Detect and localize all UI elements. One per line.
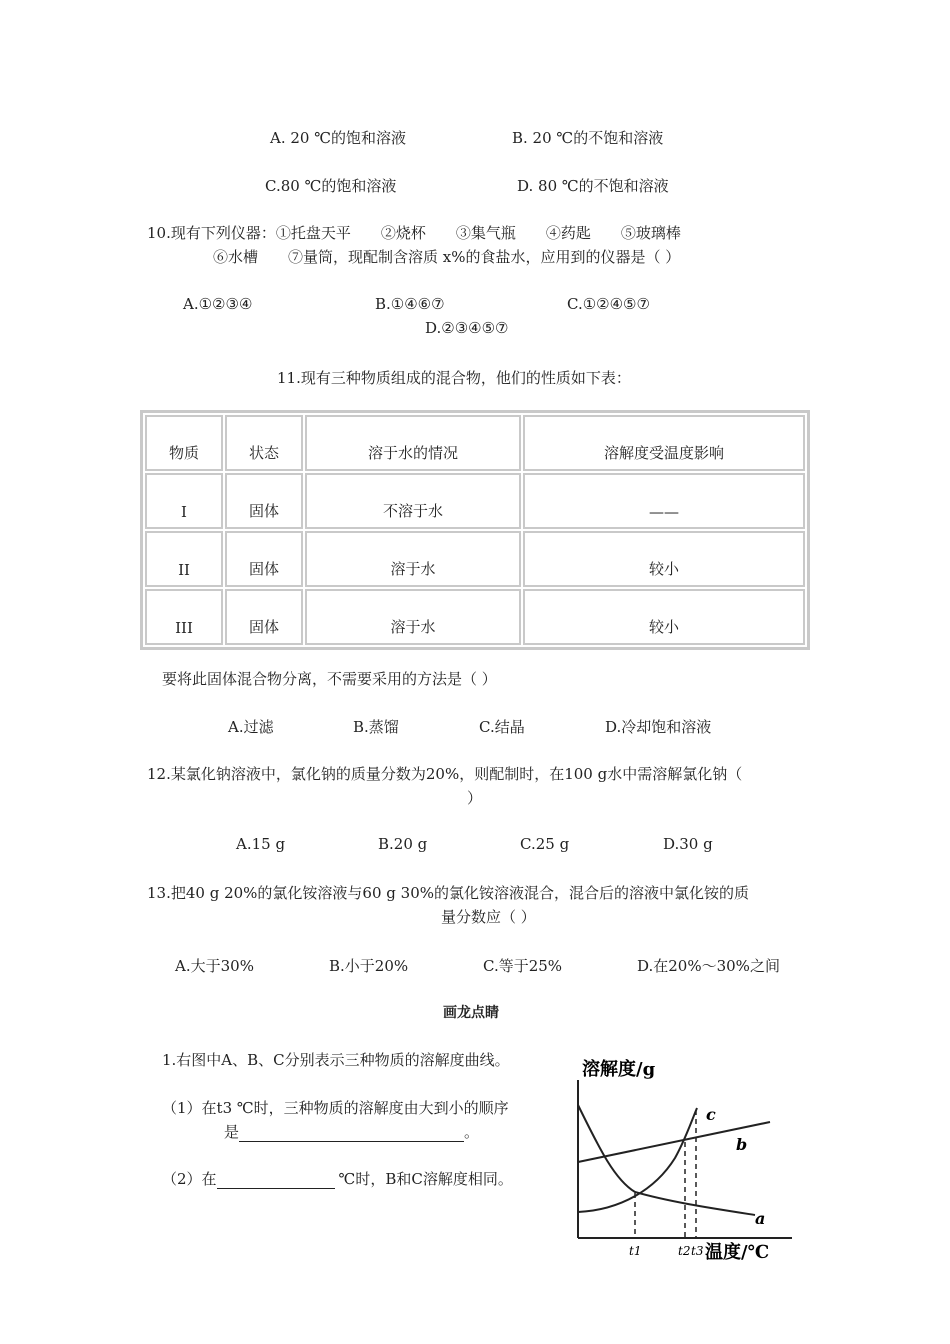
table-cell: 较小 [523,531,805,587]
table-row [145,531,805,587]
q13-stem-line1: 13.把40 g 20%的氯化铵溶液与60 g 30%的氯化铵溶液混合，混合后的溶液中氯化铵的质 [147,884,749,902]
q11-stem: 11.现有三种物质组成的混合物，他们的性质如下表： [277,369,631,387]
answer-blank-order[interactable] [239,1125,464,1142]
table-cell: III [145,589,223,645]
table-cell: 溶于水 [305,589,521,645]
q10-option-d: D.②③④⑤⑦ [425,319,509,337]
p1-sub1-line1: （1）在t3 ℃时，三种物质的溶解度由大到小的顺序 [162,1099,509,1117]
q9-option-a: A. 20 ℃的饱和溶液 [270,129,407,147]
q9-option-d: D. 80 ℃的不饱和溶液 [517,177,669,195]
q12-option-d: D.30 g [663,835,713,853]
y-axis-label: 溶解度/g [582,1059,656,1080]
table-header-cell: 溶于水的情况 [305,415,521,471]
q10-option-b: B.①④⑥⑦ [375,295,445,313]
table-header-cell: 物质 [145,415,223,471]
q11-option-b: B.蒸馏 [353,718,399,736]
q9-option-c: C.80 ℃的饱和溶液 [265,177,397,195]
p1-sub2 [162,1168,513,1189]
q12-option-c: C.25 g [520,835,570,853]
p1-sub2-prefix: （2）在 [162,1170,217,1188]
properties-table [140,410,810,650]
p1-sub1-prefix: 是 [224,1123,240,1141]
q13-option-c: C.等于25% [483,957,563,975]
p1-sub1-line2 [224,1121,479,1142]
q13-stem-line2: 量分数应（ ） [441,908,536,926]
table-cell: 不溶于水 [305,473,521,529]
x-axis-label: 温度/℃ [705,1242,770,1263]
q11-option-d: D.冷却饱和溶液 [605,718,712,736]
q11-option-c: C.结晶 [479,718,525,736]
q13-option-a: A.大于30% [175,957,254,975]
q10-option-c: C.①②④⑤⑦ [567,295,650,313]
q12-option-b: B.20 g [378,835,428,853]
p1-sub2-suffix: ℃时，B和C溶解度相同。 [338,1170,513,1188]
q10-stem-line1: 10.现有下列仪器：①托盘天平 ②烧杯 ③集气瓶 ④药匙 ⑤玻璃棒 [147,224,681,242]
curve-a-label: a [755,1209,766,1228]
curve-b-label: b [736,1135,748,1154]
tick-t2: t2 [678,1244,691,1258]
table-cell: 固体 [225,589,303,645]
q10-stem-line2: ⑥水槽 ⑦量筒，现配制含溶质 x%的食盐水，应用到的仪器是（ ） [213,248,681,266]
table-header-cell: 状态 [225,415,303,471]
tick-t1: t1 [629,1244,642,1258]
q13-option-b: B.小于20% [329,957,409,975]
section-title: 画龙点睛 [443,1005,499,1021]
table-header-cell: 溶解度受温度影响 [523,415,805,471]
p1-sub1-end: 。 [464,1123,480,1141]
curve-a [578,1105,755,1215]
q12-option-a: A.15 g [236,835,286,853]
q10-option-a: A.①②③④ [183,295,253,313]
table-cell: I [145,473,223,529]
answer-blank-temperature[interactable] [217,1172,335,1189]
table-cell: —— [523,473,805,529]
table-row [145,589,805,645]
table-cell: II [145,531,223,587]
table-header-row [145,415,805,471]
table-row [145,473,805,529]
curve-c-label: c [706,1105,716,1124]
q11-question: 要将此固体混合物分离，不需要采用的方法是（ ） [162,670,497,688]
q9-option-b: B. 20 ℃的不饱和溶液 [512,129,664,147]
table-cell: 固体 [225,531,303,587]
table-cell: 溶于水 [305,531,521,587]
solubility-curve-figure [560,1050,800,1265]
curve-c [578,1108,697,1212]
table-cell: 固体 [225,473,303,529]
q12-stem-line2: ） [467,789,483,807]
tick-t3: t3 [691,1244,704,1258]
q12-stem-line1: 12.某氯化钠溶液中，氯化钠的质量分数为20%，则配制时，在100 g水中需溶解氯化钠（ [147,765,743,783]
table-cell: 较小 [523,589,805,645]
q11-option-a: A.过滤 [228,718,274,736]
q13-option-d: D.在20%～30%之间 [637,957,780,975]
p1-stem: 1.右图中A、B、C分别表示三种物质的溶解度曲线。 [162,1051,510,1069]
